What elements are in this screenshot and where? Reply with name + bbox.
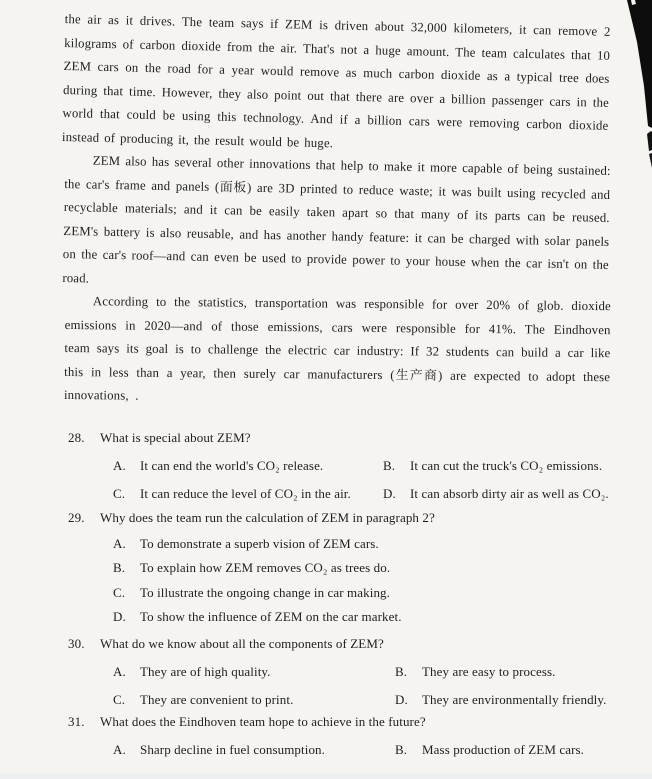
question-options (0, 452, 652, 507)
option-b (395, 658, 652, 686)
option-label: A. (113, 536, 126, 551)
option-text: To illustrate the ongoing change in car making. (140, 584, 390, 600)
option-d (395, 686, 652, 714)
passage-paragraph-3: According to the statistics, transportation was responsible for over 20% of glob. dioxide emissions in 2020—and of those emissions, cars were responsible for 41%. The Eindhoven team says its goal is to challenge the electric car industry: If 32 students can build a car like this in less than a year, then surely car manufacturers (生产商) are expected to adopt these innovations, . (63, 294, 611, 403)
option-label: A. (113, 664, 126, 680)
question-28 (0, 424, 652, 507)
question-text: What does the Eindhoven team hope to achieve in the future? (100, 714, 426, 730)
option-label: B. (113, 560, 126, 576)
option-label: C. (113, 584, 126, 600)
option-label: D. (113, 608, 126, 624)
option-c (113, 581, 652, 605)
option-text: To demonstrate a superb vision of ZEM cars. (140, 536, 379, 551)
question-stem (0, 424, 652, 452)
option-text: They are of high quality. (140, 664, 271, 680)
option-label: B. (383, 458, 396, 473)
question-options (0, 532, 652, 629)
option-label: C. (113, 691, 126, 707)
question-31 (0, 708, 652, 779)
option-text: They are easy to process. (422, 664, 556, 680)
option-label: A. (113, 458, 126, 473)
questions-section (0, 424, 652, 779)
option-label: D. (383, 485, 396, 501)
option-b (383, 452, 652, 480)
question-stem (0, 504, 652, 532)
option-text: Mass production of ZEM cars. (422, 742, 585, 758)
question-number: 30. (68, 636, 85, 652)
question-text: What do we know about all the components of ZEM? (100, 636, 384, 652)
option-text: To explain how ZEM removes CO₂ as trees do. (140, 560, 391, 576)
option-label: C. (113, 485, 126, 501)
question-text: Why does the team run the calculation of ZEM in paragraph 2? (100, 510, 435, 525)
option-text: It can absorb dirty air as well as CO₂. (410, 485, 609, 501)
option-text: Sharp decline in fuel consumption. (140, 742, 325, 758)
option-a (113, 452, 383, 480)
option-text: They are environmentally friendly. (422, 691, 607, 707)
question-number: 29. (68, 510, 85, 525)
question-29 (0, 504, 652, 629)
option-text: To show the influence of ZEM on the car market. (140, 608, 402, 624)
option-d (383, 480, 652, 508)
question-number: 31. (68, 714, 85, 730)
option-c (113, 480, 383, 508)
option-label: D. (395, 691, 408, 707)
option-d (113, 605, 652, 629)
question-stem (0, 630, 652, 658)
option-text: They are convenient to print. (140, 691, 294, 707)
option-label: A. (113, 742, 126, 758)
passage-paragraph-1: the air as it drives. The team says if ZEM is driven about 32,000 kilometers, it can remove 2 kilograms of carbon dioxide from the air. That's not a huge amount. The team calculates that 10 ZEM cars on the road for a year would remove as much carbon dioxide as a typical tree does during that time. However, they also point out that there are over a billion passenger cars in the world that could be using this technology. And if a billion cars were removing carbon dioxide instead of producing it, the result would be huge. (61, 11, 611, 150)
option-b (395, 736, 652, 764)
question-options (0, 658, 652, 713)
option-b (113, 556, 652, 580)
option-label: B. (395, 664, 408, 680)
passage-paragraph-2: ZEM also has several other innovations that help to make it more capable of being sustained: the car's frame and panels (面板) are 3D printed to reduce waste; it was built using recycled and recyclable materials; and it can be easily taken apart so that many of its parts can be reused. ZEM's battery is also reusable, and has another handy feature: it can be charged with solar panels on the car's roof—and can even be used to provide power to your house when the car isn't on the road. (62, 153, 611, 286)
option-a (113, 658, 395, 686)
scan-shadow-artifact (612, 0, 652, 180)
option-text: It can end the world's CO₂ release. (140, 458, 324, 473)
question-30 (0, 630, 652, 713)
option-text: It can reduce the level of CO₂ in the air. (140, 485, 351, 501)
question-text: What is special about ZEM? (100, 430, 251, 445)
reading-passage (61, 8, 611, 408)
scan-bottom-edge-strip (0, 773, 652, 779)
option-text: It can cut the truck's CO₂ emissions. (410, 458, 603, 473)
question-number: 28. (68, 430, 85, 445)
option-label: B. (395, 742, 408, 758)
option-a (113, 736, 395, 764)
option-a (113, 532, 652, 556)
